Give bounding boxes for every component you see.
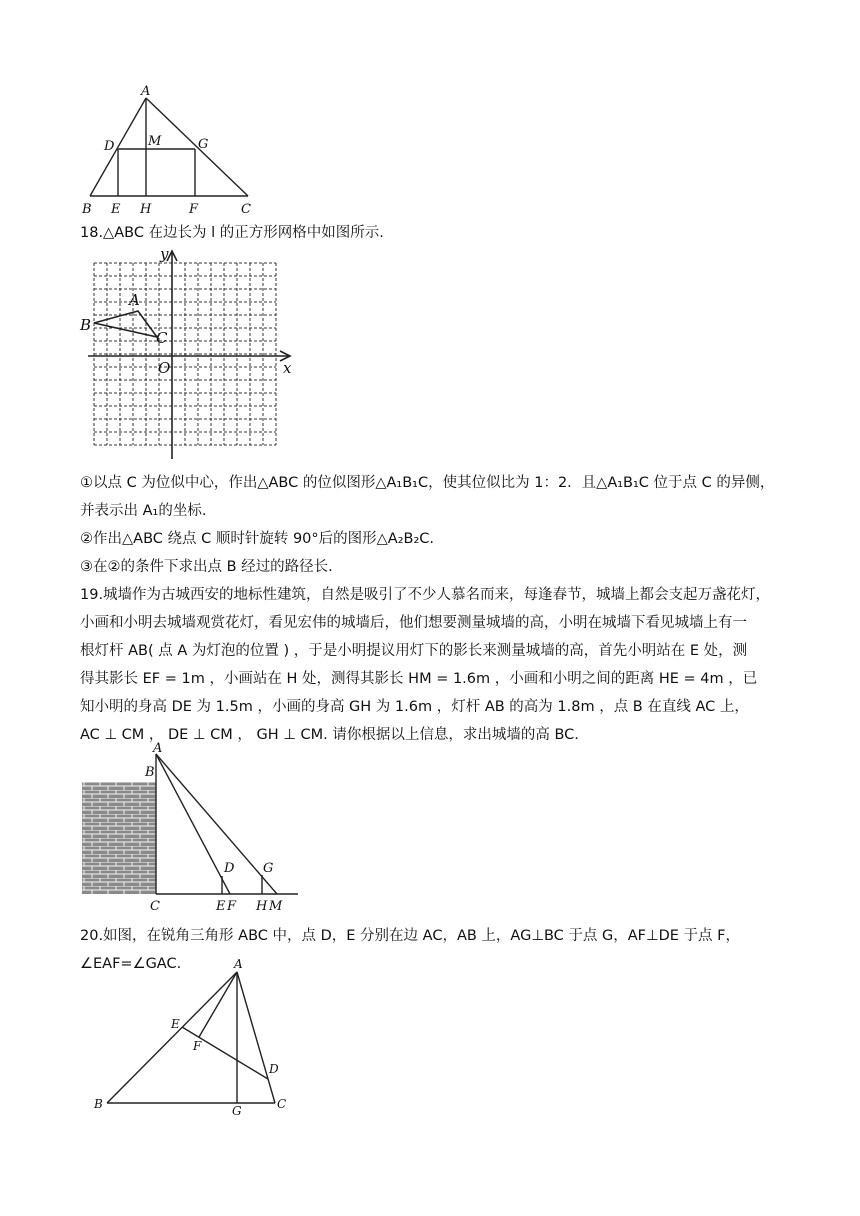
wall-label-B: B [145, 765, 155, 780]
q19-line1: 19.城墙作为古城西安的地标性建筑，自然是吸引了不少人慕名而来，每逢春节，城墙上都会支起万盏花灯， [80, 587, 771, 603]
q19-text [80, 581, 780, 749]
wall-label-C: C [150, 899, 160, 914]
axis-x-label: x [283, 359, 292, 377]
wall-label-E: E [216, 899, 226, 914]
wall-label-A: A [153, 742, 163, 756]
origin-label: O [158, 359, 171, 377]
label-B: B [82, 202, 92, 217]
tri-label-B: B [94, 1097, 103, 1111]
label-E: E [111, 202, 121, 217]
q18-title: 18.△ABC 在边长为 l 的正方形网格中如图所示. [80, 225, 384, 241]
tri-label-C: C [277, 1097, 287, 1111]
tri-label-G: G [232, 1104, 242, 1118]
q19-line6: AC ⊥ CM ， DE ⊥ CM ， GH ⊥ CM. 请你根据以上信息，求出城墙的高 BC. [80, 727, 579, 743]
wall-label-F: F [227, 899, 237, 914]
figure-q17-triangle [78, 82, 258, 217]
wall-bricks [82, 782, 156, 894]
tri-label-D: D [269, 1062, 279, 1076]
point-C-label: C [156, 329, 168, 347]
q19-line2: 小画和小明去城墙观赏花灯，看见宏伟的城墙后，他们想要测量城墙的高，小明在城墙下看见城墙上有一 [80, 615, 747, 631]
tri-label-F: F [193, 1039, 202, 1053]
q18-item1-line2: 并表示出 A₁的坐标. [80, 503, 207, 519]
q19-line4: 得其影长 EF = 1m ，小画站在 H 处，测得其影长 HM = 1.6m ，小画和小明之间的距离 HE = 4m ，已 [80, 671, 758, 687]
q18-item2: ②作出△ABC 绕点 C 顺时针旋转 90°后的图形△A₂B₂C. [80, 531, 435, 547]
q19-line5: 知小明的身高 DE 为 1.5m ，小画的身高 GH 为 1.6m ，灯杆 AB 的高为 1.8m ，点 B 在直线 AC 上， [80, 699, 749, 715]
label-H: H [140, 202, 152, 217]
tri-label-A: A [234, 957, 243, 971]
q18-item3: ③在②的条件下求出点 B 经过的路径长. [80, 559, 333, 575]
label-G: G [198, 137, 209, 152]
q18-items [80, 469, 780, 581]
axis-y-label: y [160, 245, 169, 263]
point-A-label: A [129, 291, 140, 309]
wall-label-G: G [263, 861, 274, 876]
figure-q19-wall [80, 742, 305, 914]
label-D: D [104, 139, 115, 154]
label-F: F [189, 202, 199, 217]
wall-label-M: M [269, 899, 283, 914]
wall-label-D: D [224, 861, 235, 876]
figure-q18-grid [78, 245, 298, 463]
tri-label-E: E [171, 1017, 180, 1031]
point-B-label: B [80, 316, 92, 334]
label-M: M [148, 134, 162, 149]
wall-label-H: H [256, 899, 268, 914]
q20-line1: 20.如图，在锐角三角形 ABC 中，点 D，E 分别在边 AC，AB 上，AG⊥BC 于点 G，AF⊥DE 于点 F，∠EAF=∠GAC. [80, 928, 741, 972]
q18-item1-line1: ①以点 C 为位似中心，作出△ABC 的位似图形△A₁B₁C，使其位似比为 1：2．且△A₁B₁C 位于点 C 的异侧， [80, 475, 775, 491]
label-C: C [241, 202, 251, 217]
q19-line3: 根灯杆 AB( 点 A 为灯泡的位置 ) ，于是小明提议用灯下的影长来测量城墙的高，首先小明站在 E 处，测 [80, 643, 748, 659]
label-A: A [141, 84, 151, 99]
figure-q20-triangle [88, 955, 298, 1120]
